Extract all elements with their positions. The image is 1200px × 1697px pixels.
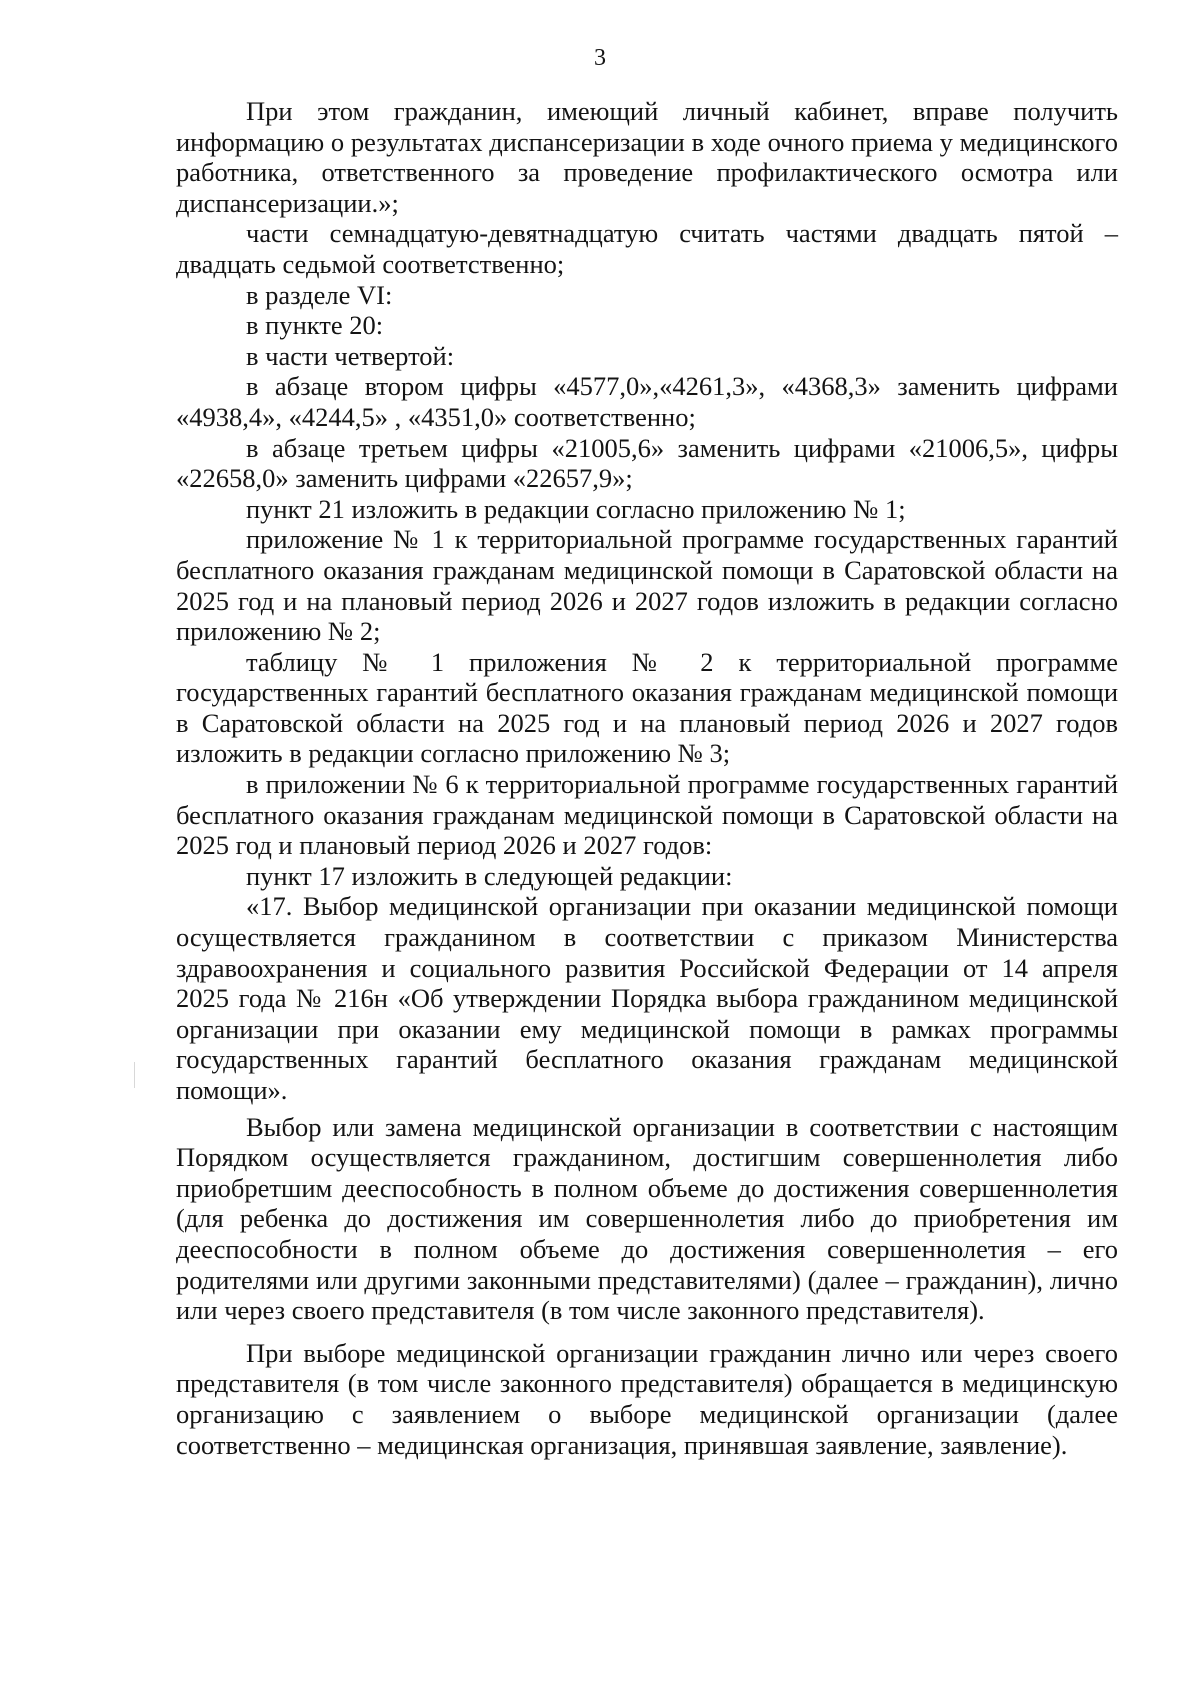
paragraph: приложение № 1 к территориальной программе государственных гарантий бесплатного оказания гражданам медицинской помощи в Саратовской области на 2025 год и на плановый период 2026 и 2027 годов изложить в редакции согласно приложению № 2; xyxy=(176,524,1118,647)
page-number: 3 xyxy=(594,45,606,71)
paragraph: При выборе медицинской организации гражданин лично или через своего представителя (в том числе законного представителя) обращается в медицинскую организацию с заявлением о выборе медицинской организации (далее соответственно – медицинская организация, принявшая заявление, заявление). xyxy=(176,1337,1118,1460)
scan-margin-mark xyxy=(134,1062,135,1088)
paragraph: пункт 21 изложить в редакции согласно приложению № 1; xyxy=(246,493,906,524)
paragraph: в абзаце втором цифры «4577,0»,«4261,3», «4368,3» заменить цифрами «4938,4», «4244,5» , «4351,0» соответственно; xyxy=(176,371,1118,432)
paragraph: «17. Выбор медицинской организации при оказании медицинской помощи осуществляется гражданином в соответствии с приказом Министерства здравоохранения и социального развития Российской Федерации от 14 апреля 2025 года № 216н «Об утверждении Порядка выбора гражданином медицинской организации при оказании ему медицинской помощи в рамках программы государственных гарантий бесплатного оказания гражданам медицинской помощи». xyxy=(176,891,1118,1105)
document-body xyxy=(176,96,1118,1460)
paragraph: При этом гражданин, имеющий личный кабинет, вправе получить информацию о результатах диспансеризации в ходе очного приема у медицинского работника, ответственного за проведение профилактического осмотра или диспансеризации.»; xyxy=(176,96,1118,218)
paragraph: таблицу № 1 приложения № 2 к территориальной программе государственных гарантий бесплатного оказания гражданам медицинской помощи в Саратовской области на 2025 год и на плановый период 2026 и 2027 годов изложить в редакции согласно приложению № 3; xyxy=(176,646,1118,769)
paragraph: пункт 17 изложить в следующей редакции: xyxy=(246,860,733,891)
paragraph: в пункте 20: xyxy=(246,310,384,341)
paragraph: части семнадцатую-девятнадцатую считать частями двадцать пятой – двадцать седьмой соответственно; xyxy=(176,218,1118,279)
paragraph: Выбор или замена медицинской организации в соответствии с настоящим Порядком осуществляется гражданином, достигшим совершеннолетия либо приобретшим дееспособность в полном объеме до достижения совершеннолетия (для ребенка до достижения им совершеннолетия либо до приобретения им дееспособности в полном объеме до достижения совершеннолетия – его родителями или другими законными представителями) (далее – гражданин), лично или через своего представителя (в том числе законного представителя). xyxy=(176,1111,1118,1326)
paragraph: в абзаце третьем цифры «21005,6» заменить цифрами «21006,5», цифры «22658,0» заменить цифрами «22657,9»; xyxy=(176,432,1118,494)
paragraph: в разделе VI: xyxy=(246,279,393,310)
paragraph: в части четвертой: xyxy=(246,340,455,371)
paragraph: в приложении № 6 к территориальной программе государственных гарантий бесплатного оказания гражданам медицинской помощи в Саратовской области на 2025 год и плановый период 2026 и 2027 годов: xyxy=(176,769,1118,861)
